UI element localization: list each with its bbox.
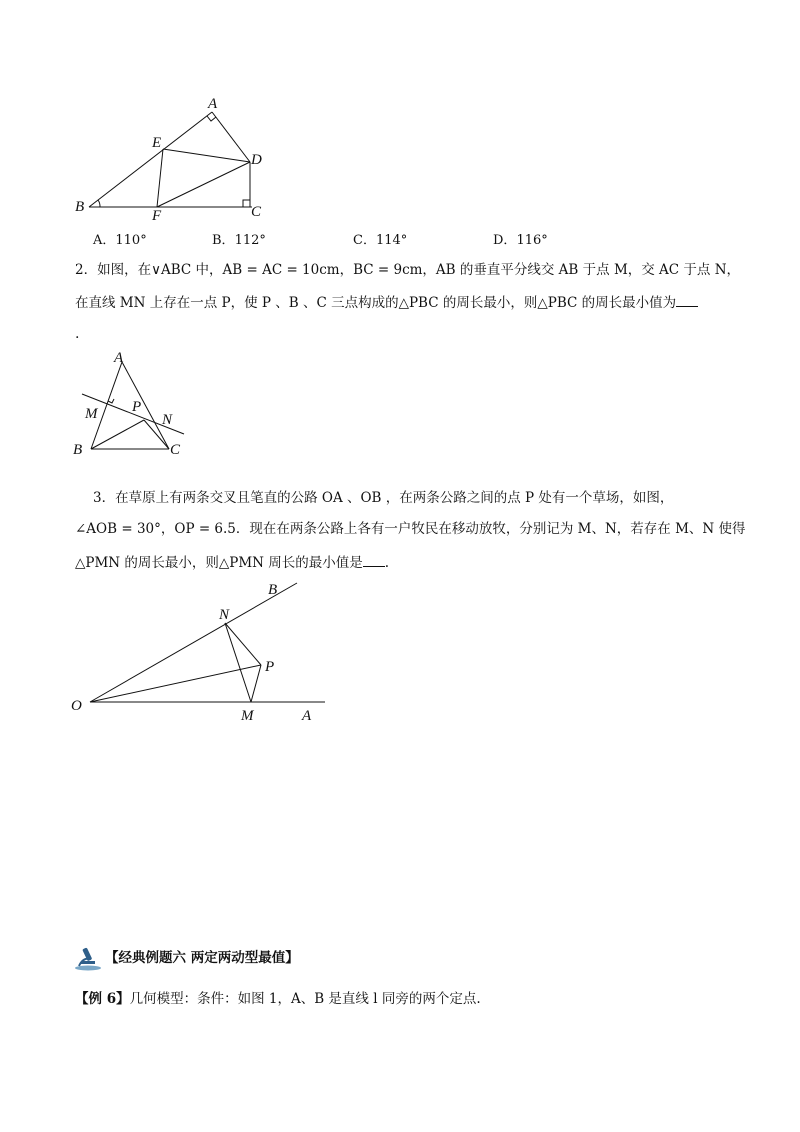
label-C: C bbox=[170, 442, 181, 458]
label-B: B bbox=[73, 442, 83, 458]
figure-angle-roads bbox=[65, 580, 325, 725]
label-A: A bbox=[208, 96, 218, 112]
label-F: F bbox=[152, 208, 162, 224]
figure-quadrilateral bbox=[70, 92, 270, 224]
label-P: P bbox=[265, 659, 275, 675]
label-N: N bbox=[219, 607, 230, 623]
label-E: E bbox=[152, 135, 162, 151]
label-B: B bbox=[268, 582, 278, 598]
q2-line2: 在直线 MN 上存在一点 P，使 P 、B 、C 三点构成的△PBC 的周长最小，则△PBC 的周长最小值为 bbox=[75, 293, 698, 313]
label-B: B bbox=[75, 199, 85, 215]
label-M: M bbox=[241, 708, 254, 724]
q3-line2: ∠AOB = 30°，OP = 6.5．现在在两条公路上各有一户牧民在移动放牧，分别记为 M、N，若存在 M、N 使得 bbox=[75, 521, 746, 537]
label-A: A bbox=[114, 350, 124, 366]
q2-line1: 2．如图，在∨ABC 中，AB = AC = 10cm，BC = 9cm，AB 的垂直平分线交 AB 于点 M，交 AC 于点 N， bbox=[75, 262, 741, 278]
q3-line1: 3．在草原上有两条交叉且笔直的公路 OA 、OB ，在两条公路之间的点 P 处有一个草场，如图， bbox=[93, 490, 674, 506]
figure-isosceles-triangle bbox=[70, 348, 200, 463]
label-A: A bbox=[302, 708, 312, 724]
q3-line3: △PMN 的周长最小，则△PMN 周长的最小值是 . bbox=[75, 555, 390, 571]
label-D: D bbox=[251, 152, 262, 168]
answer-blank[interactable] bbox=[363, 554, 385, 567]
label-N: N bbox=[162, 412, 173, 428]
example-text: 几何模型：条件：如图 1，A、B 是直线 l 同旁的两个定点. bbox=[129, 991, 481, 1007]
section-heading bbox=[73, 945, 299, 971]
microscope-icon bbox=[73, 945, 103, 971]
example-tag: 【例 6】 bbox=[75, 991, 130, 1007]
label-M: M bbox=[85, 406, 98, 422]
option-a[interactable]: A．110° bbox=[93, 233, 147, 248]
q2-line3: . bbox=[75, 326, 80, 342]
example-6 bbox=[75, 989, 481, 1009]
label-P: P bbox=[132, 399, 142, 415]
section-title: 【经典例题六 两定两动型最值】 bbox=[105, 950, 299, 966]
label-O: O bbox=[71, 698, 82, 714]
option-c[interactable]: C．114° bbox=[353, 233, 408, 248]
option-b[interactable]: B．112° bbox=[212, 233, 266, 248]
label-C: C bbox=[251, 204, 262, 220]
option-d[interactable]: D．116° bbox=[493, 233, 548, 248]
answer-blank[interactable] bbox=[676, 294, 698, 307]
